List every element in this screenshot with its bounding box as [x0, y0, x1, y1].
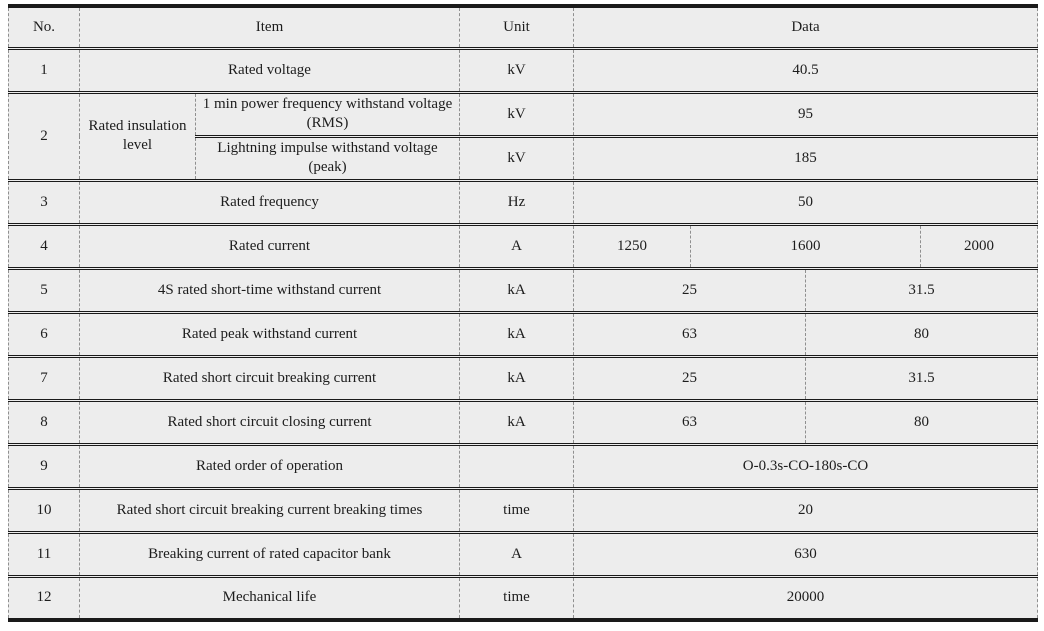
row-9-unit	[460, 444, 574, 488]
row-7-no: 7	[9, 356, 80, 400]
row-5-unit: kA	[460, 268, 574, 312]
row-1-item: Rated voltage	[80, 48, 460, 92]
row-8-data-col1: 63	[574, 400, 806, 444]
row-12-unit: time	[460, 576, 574, 620]
row-3-no: 3	[9, 180, 80, 224]
row-1-unit: kV	[460, 48, 574, 92]
row-5-item: 4S rated short-time withstand current	[80, 268, 460, 312]
row-7-data-col1: 25	[574, 356, 806, 400]
row-2a-item	[196, 92, 460, 136]
row-11	[9, 532, 1038, 576]
row-8-unit: kA	[460, 400, 574, 444]
row-5-data-col2: 31.5	[806, 268, 1038, 312]
row-9-no: 9	[9, 444, 80, 488]
row-3	[9, 180, 1038, 224]
row-8	[9, 400, 1038, 444]
row-12-no: 12	[9, 576, 80, 620]
row-5-no: 5	[9, 268, 80, 312]
row-4-data-col2: 1600	[691, 224, 921, 268]
row-9-data: O-0.3s-CO-180s-CO	[574, 444, 1038, 488]
row-3-item: Rated frequency	[80, 180, 460, 224]
col-header-no: No.	[9, 6, 80, 48]
row-2-group-label: Rated insulation level	[80, 92, 196, 180]
row-6-unit: kA	[460, 312, 574, 356]
row-11-no: 11	[9, 532, 80, 576]
row-11-item: Breaking current of rated capacitor bank	[80, 532, 460, 576]
row-10-unit: time	[460, 488, 574, 532]
row-12-data: 20000	[574, 576, 1038, 620]
row-2b-item-line2: (peak)	[308, 159, 347, 175]
row-11-unit: A	[460, 532, 574, 576]
row-4-data-col3: 2000	[921, 224, 1038, 268]
row-2a	[9, 92, 1038, 136]
row-10-data: 20	[574, 488, 1038, 532]
row-2b-unit: kV	[460, 136, 574, 180]
row-2-no: 2	[9, 92, 80, 180]
row-6-data-col2: 80	[806, 312, 1038, 356]
col-header-unit: Unit	[460, 6, 574, 48]
row-10	[9, 488, 1038, 532]
spec-table	[8, 4, 1038, 622]
row-7-item: Rated short circuit breaking current	[80, 356, 460, 400]
row-2b-data: 185	[574, 136, 1038, 180]
row-3-data: 50	[574, 180, 1038, 224]
row-6-no: 6	[9, 312, 80, 356]
row-2a-item-line1: 1 min power frequency withstand voltage	[202, 96, 453, 113]
row-6	[9, 312, 1038, 356]
col-header-data: Data	[574, 6, 1038, 48]
row-4-item: Rated current	[80, 224, 460, 268]
row-12-item: Mechanical life	[80, 576, 460, 620]
col-header-item: Item	[80, 6, 460, 48]
row-1	[9, 48, 1038, 92]
row-3-unit: Hz	[460, 180, 574, 224]
row-9-item: Rated order of operation	[80, 444, 460, 488]
row-7-data-col2: 31.5	[806, 356, 1038, 400]
header-row	[9, 6, 1038, 48]
row-2a-item-line2: (RMS)	[306, 115, 349, 131]
row-9	[9, 444, 1038, 488]
row-8-data-col2: 80	[806, 400, 1038, 444]
row-8-item: Rated short circuit closing current	[80, 400, 460, 444]
row-4-no: 4	[9, 224, 80, 268]
row-6-item: Rated peak withstand current	[80, 312, 460, 356]
row-6-data-col1: 63	[574, 312, 806, 356]
row-4-unit: A	[460, 224, 574, 268]
row-5-data-col1: 25	[574, 268, 806, 312]
row-11-data: 630	[574, 532, 1038, 576]
row-4-data-col1: 1250	[574, 224, 691, 268]
row-2a-data: 95	[574, 92, 1038, 136]
row-8-no: 8	[9, 400, 80, 444]
row-2b-item	[196, 136, 460, 180]
row-2b-item-line1: Lightning impulse withstand voltage	[217, 140, 438, 157]
row-4	[9, 224, 1038, 268]
row-2a-unit: kV	[460, 92, 574, 136]
row-1-data: 40.5	[574, 48, 1038, 92]
row-5	[9, 268, 1038, 312]
row-1-no: 1	[9, 48, 80, 92]
row-7-unit: kA	[460, 356, 574, 400]
row-12	[9, 576, 1038, 620]
row-7	[9, 356, 1038, 400]
row-10-no: 10	[9, 488, 80, 532]
row-10-item: Rated short circuit breaking current breaking times	[80, 488, 460, 532]
